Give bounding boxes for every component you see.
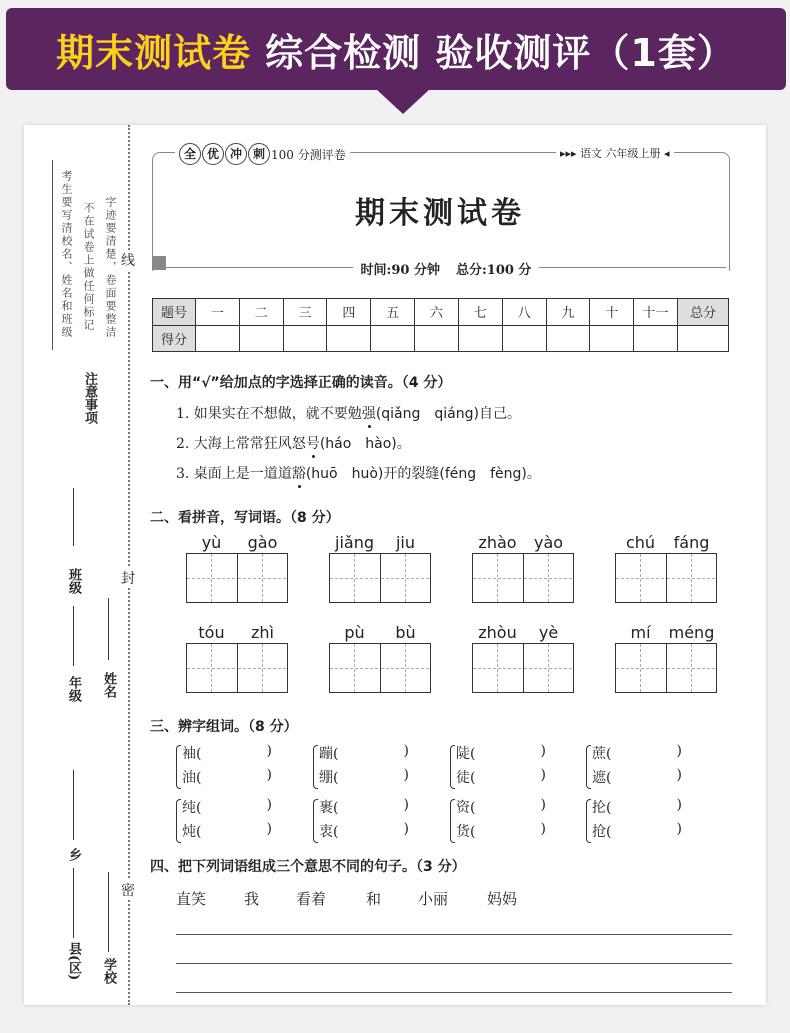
- name-blank: [108, 598, 109, 660]
- column-header: 三: [283, 299, 327, 326]
- score-cell[interactable]: [371, 325, 415, 352]
- notice-line-2: 不在试卷上做任何标记: [82, 202, 95, 332]
- pair-entry[interactable]: [319, 743, 409, 763]
- q4-word: 直笑: [176, 890, 207, 908]
- page-title: 期末测试卷: [355, 196, 525, 231]
- badge-char: 刺: [248, 143, 270, 165]
- pair-char: 蔗(: [592, 746, 612, 762]
- q1-item-text: 2. 大海上常常狂风怒: [176, 436, 306, 452]
- score-cell[interactable]: [546, 325, 590, 352]
- pair-char: 货(: [456, 824, 476, 840]
- q1-item-text: 3. 桌面上是一道道: [176, 466, 292, 482]
- pinyin-syllable: méng: [668, 623, 715, 642]
- brace: [176, 799, 181, 843]
- series-logo: [175, 143, 350, 165]
- score-cell[interactable]: [283, 325, 327, 352]
- q1-item-text: 。: [396, 436, 411, 452]
- pinyin-syllable: yào: [533, 533, 564, 552]
- column-header: 十一: [634, 299, 678, 326]
- binding-xian: 线: [121, 250, 135, 270]
- pair-char: 纯(: [182, 800, 202, 816]
- pair-close: ): [540, 821, 546, 837]
- pair-close: ): [676, 767, 682, 783]
- name-label: 姓名: [101, 672, 116, 698]
- pair-char: 裹(: [319, 800, 339, 816]
- score-label: 得分: [153, 325, 196, 352]
- pinyin-syllable: pù: [344, 623, 365, 642]
- q3-title: 三、辨字组词。（8 分）: [150, 719, 298, 735]
- pair-char: 炖(: [182, 824, 202, 840]
- column-header: 七: [458, 299, 502, 326]
- class-label: 班级: [66, 568, 81, 594]
- pinyin-syllable: zhào: [478, 533, 517, 552]
- score-cell[interactable]: [634, 325, 678, 352]
- corner-square: [152, 256, 166, 270]
- pair-close: ): [266, 797, 272, 813]
- q4-word: 我: [244, 890, 260, 908]
- banner-highlight: 期末测试卷: [56, 30, 252, 75]
- q1-item-text: 。: [526, 466, 541, 482]
- pinyin-syllable: fáng: [673, 533, 710, 552]
- question-number-label: 题号: [153, 299, 196, 326]
- banner-title: [6, 8, 786, 90]
- total-score: 总分:100 分: [448, 263, 539, 278]
- answer-line[interactable]: [176, 992, 732, 993]
- pair-char: 抡(: [592, 800, 612, 816]
- tianzige-box[interactable]: [380, 643, 431, 693]
- pair-entry[interactable]: [182, 743, 272, 763]
- tianzige-box[interactable]: [237, 643, 288, 693]
- pinyin-syllable: chú: [625, 533, 656, 552]
- q1-item-text: 自己。: [478, 406, 521, 422]
- dotted-char: 强: [361, 406, 376, 422]
- pinyin-syllable: jiǎng: [335, 533, 374, 552]
- q4-word: 小丽: [418, 890, 449, 908]
- pair-close: ): [403, 743, 409, 759]
- pinyin-syllable: tóu: [198, 623, 225, 642]
- pair-close: ): [676, 743, 682, 759]
- pair-char: 抢(: [592, 824, 612, 840]
- pair-char: 蹦(: [319, 746, 339, 762]
- pair-char: 陡(: [456, 746, 476, 762]
- score-cell[interactable]: [327, 325, 371, 352]
- notice-title: 注意事项: [82, 372, 97, 424]
- grade-blank: [73, 606, 74, 666]
- brace: [450, 799, 455, 843]
- tianzige-box[interactable]: [329, 643, 381, 693]
- grade-label: 年级: [66, 676, 81, 702]
- pair-close: ): [266, 821, 272, 837]
- pinyin-syllable: mí: [630, 623, 651, 642]
- dotted-char: 豁: [291, 466, 306, 482]
- column-header: 九: [546, 299, 590, 326]
- pair-entry[interactable]: [319, 767, 409, 787]
- tianzige-box[interactable]: [472, 553, 524, 603]
- pair-close: ): [676, 821, 682, 837]
- pinyin-syllable: gào: [247, 533, 278, 552]
- pair-char: 资(: [456, 800, 476, 816]
- pair-char: 衷(: [319, 824, 339, 840]
- pair-close: ): [540, 797, 546, 813]
- score-cell[interactable]: [239, 325, 283, 352]
- pair-char: 油(: [182, 770, 202, 786]
- county-blank: [73, 868, 74, 938]
- column-header: 一: [196, 299, 240, 326]
- tianzige-box[interactable]: [186, 643, 238, 693]
- time-limit: 时间:90 分钟: [353, 263, 448, 278]
- q1-options[interactable]: (háo hào): [319, 436, 397, 452]
- banner-rest: 综合检测 验收测评（1套）: [265, 30, 736, 75]
- tianzige-box[interactable]: [666, 643, 717, 693]
- pair-entry[interactable]: [592, 767, 682, 787]
- total-score-cell[interactable]: [678, 325, 729, 352]
- pinyin-syllable: zhì: [251, 623, 274, 642]
- subject-label: ▸▸▸ 语文 六年级上册 ◂: [556, 145, 674, 161]
- township-label: 乡: [66, 848, 81, 861]
- pinyin-syllable: jiu: [395, 533, 416, 552]
- pair-char: 袖(: [182, 746, 202, 762]
- score-cell[interactable]: [502, 325, 546, 352]
- column-header: 八: [502, 299, 546, 326]
- pair-close: ): [676, 797, 682, 813]
- column-header: 六: [415, 299, 459, 326]
- binding-mi: 密: [121, 880, 135, 900]
- notice-line-3: 字迹要清楚，卷面要整洁: [104, 196, 117, 339]
- pair-entry[interactable]: [182, 767, 272, 787]
- pair-entry[interactable]: [592, 797, 682, 817]
- pair-close: ): [540, 767, 546, 783]
- tianzige-box[interactable]: [523, 643, 574, 693]
- badge-char: 全: [179, 143, 201, 165]
- q2-title: 二、看拼音，写词语。（8 分）: [150, 510, 340, 526]
- pair-close: ): [540, 743, 546, 759]
- pair-close: ): [403, 767, 409, 783]
- time-info: [166, 259, 726, 278]
- pair-entry[interactable]: [592, 821, 682, 841]
- pair-close: ): [403, 797, 409, 813]
- pair-entry[interactable]: [456, 767, 546, 787]
- tianzige-box[interactable]: [615, 643, 667, 693]
- q1-item-3: [176, 463, 541, 483]
- q1-item-text: 1. 如果实在不想做，就不要勉: [176, 406, 362, 422]
- score-cell[interactable]: [415, 325, 459, 352]
- tianzige-box[interactable]: [329, 553, 381, 603]
- pair-close: ): [403, 821, 409, 837]
- score-cell[interactable]: [458, 325, 502, 352]
- pair-char: 徒(: [456, 770, 476, 786]
- q1-options[interactable]: (qiǎng qiáng): [375, 406, 479, 422]
- column-header: 十: [590, 299, 634, 326]
- q4-word: 看着: [296, 890, 327, 908]
- banner-arrow: [375, 88, 431, 114]
- total-label: 总分: [678, 299, 729, 326]
- q1-item-text: 开的裂缝: [383, 466, 440, 482]
- table-row: [153, 325, 729, 352]
- q1-item-2: [176, 433, 411, 453]
- score-cell[interactable]: [196, 325, 240, 352]
- score-table: [152, 298, 729, 352]
- pair-entry[interactable]: [319, 821, 409, 841]
- tianzige-box[interactable]: [666, 553, 717, 603]
- pair-entry[interactable]: [592, 743, 682, 763]
- tianzige-box[interactable]: [472, 643, 524, 693]
- q1-options[interactable]: (huō huò): [305, 466, 384, 482]
- pair-entry[interactable]: [456, 797, 546, 817]
- pair-close: ): [266, 743, 272, 759]
- pair-entry[interactable]: [182, 797, 272, 817]
- tianzige-box[interactable]: [237, 553, 288, 603]
- answer-line[interactable]: [176, 963, 732, 964]
- pair-close: ): [266, 767, 272, 783]
- q1-options[interactable]: (féng fèng): [439, 466, 527, 482]
- pinyin-syllable: zhòu: [478, 623, 517, 642]
- county-label: 县(区): [66, 942, 81, 981]
- township-blank: [73, 770, 74, 840]
- pair-entry[interactable]: [182, 821, 272, 841]
- school-label: 学校: [101, 958, 116, 984]
- class-blank: [73, 488, 74, 546]
- brace: [586, 799, 591, 843]
- brace: [586, 745, 591, 789]
- badge-char: 冲: [225, 143, 247, 165]
- tianzige-box[interactable]: [380, 553, 431, 603]
- table-row: [153, 299, 729, 326]
- notice-divider: [52, 160, 53, 350]
- badge-char: 优: [202, 143, 224, 165]
- q1-item-1: [176, 403, 521, 423]
- pinyin-syllable: yù: [201, 533, 222, 552]
- series-suffix: 100 分测评卷: [271, 147, 346, 162]
- q1-title: 一、用“√”给加点的字选择正确的读音。（4 分）: [150, 375, 452, 391]
- pair-entry[interactable]: [456, 821, 546, 841]
- pinyin-syllable: bù: [395, 623, 416, 642]
- q4-word: 和: [366, 890, 382, 908]
- school-blank: [108, 872, 109, 952]
- pinyin-syllable: yè: [538, 623, 559, 642]
- q4-title: 四、把下列词语组成三个意思不同的句子。（3 分）: [150, 859, 466, 875]
- tianzige-box[interactable]: [615, 553, 667, 603]
- column-header: 五: [371, 299, 415, 326]
- brace: [450, 745, 455, 789]
- pair-char: 绷(: [319, 770, 339, 786]
- brace: [176, 745, 181, 789]
- column-header: 二: [239, 299, 283, 326]
- pair-char: 遮(: [592, 770, 612, 786]
- column-header: 四: [327, 299, 371, 326]
- pair-entry[interactable]: [319, 797, 409, 817]
- tianzige-box[interactable]: [523, 553, 574, 603]
- answer-line[interactable]: [176, 934, 732, 935]
- dotted-char: 号: [305, 436, 320, 452]
- brace: [313, 745, 318, 789]
- notice-line-1: 考生要写清校名、姓名和班级: [60, 170, 73, 339]
- tianzige-box[interactable]: [186, 553, 238, 603]
- q4-word: 妈妈: [487, 890, 518, 908]
- pair-entry[interactable]: [456, 743, 546, 763]
- brace: [313, 799, 318, 843]
- score-cell[interactable]: [590, 325, 634, 352]
- binding-feng: 封: [121, 568, 135, 588]
